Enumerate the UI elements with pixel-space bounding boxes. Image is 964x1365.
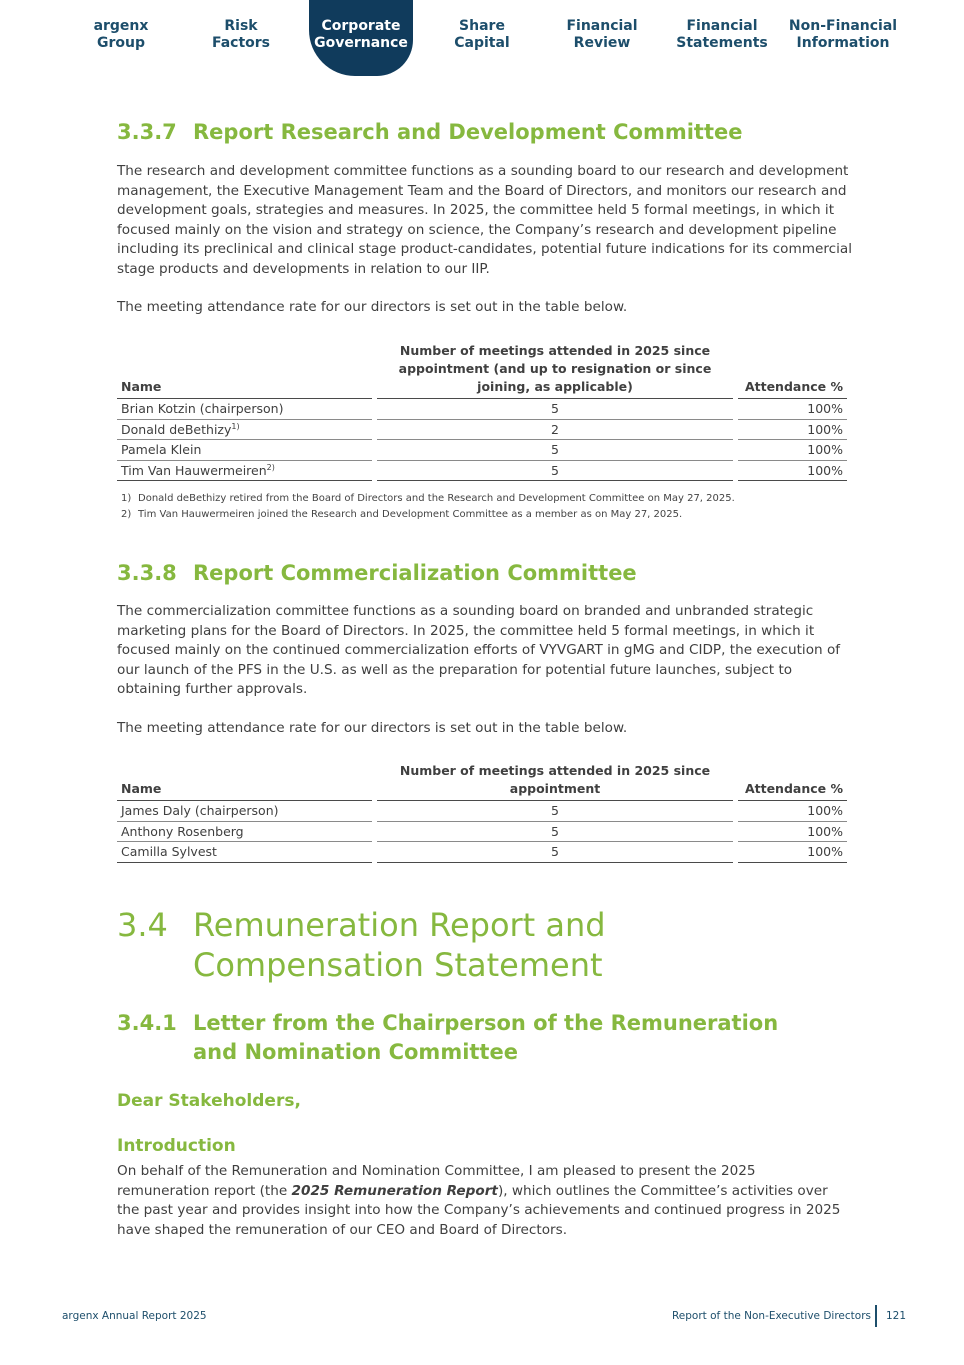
nav-tab-financial-review[interactable] bbox=[542, 0, 662, 60]
table-header-row bbox=[117, 342, 847, 399]
nav-tab-label: Financial bbox=[686, 18, 758, 34]
section-title: Report Research and Development Committee bbox=[193, 120, 743, 144]
footer-divider bbox=[875, 1305, 877, 1327]
cell-meetings: 5 bbox=[377, 822, 733, 843]
cell-name bbox=[117, 440, 372, 461]
nav-tab-label: Group bbox=[96, 35, 145, 51]
section-number: 3.3.8 bbox=[117, 561, 177, 585]
section-title: Remuneration Report and Compensation Statement bbox=[193, 906, 606, 984]
commercialization-committee-paragraph: The commercialization committee functions as a sounding board on branded and unbranded strategic marketing plans for the Board of Directors. In 2025, the committee held 5 formal meetings, in which it focused mainly on the continued commercialization efforts of VYVGART in gMG and CIDP, the execution of our launch of the PFS in the U.S. as well as the preparation for potential future launches, subject to obtaining further approvals. bbox=[117, 603, 841, 697]
rd-table-footnotes bbox=[121, 491, 735, 522]
nav-tab-label: Corporate bbox=[321, 18, 401, 34]
paragraph-text: ), which outlines the Committee’s activities over the past year and provides insight into how the Company’s achievements and continued progress in 2025 have shaped the remuneration of our CEO and Board of Directors. bbox=[117, 1182, 841, 1238]
footnote-mark: 1) bbox=[121, 493, 132, 504]
director-name: Donald deBethizy bbox=[121, 421, 232, 437]
table-header-row bbox=[117, 762, 847, 801]
cell-attendance: 100% bbox=[738, 842, 847, 863]
footnote-text: Tim Van Hauwermeiren joined the Research and Development Committee as a member as on May 27, 2025. bbox=[138, 508, 683, 520]
table-row bbox=[117, 399, 847, 420]
cell-attendance: 100% bbox=[738, 801, 847, 822]
footnote-mark: 2) bbox=[121, 508, 132, 520]
cell-meetings: 5 bbox=[377, 399, 733, 420]
section-heading-3-3-8 bbox=[117, 559, 637, 588]
page-footer bbox=[0, 1305, 964, 1329]
cell-name bbox=[117, 461, 372, 482]
commercialization-attendance-table bbox=[117, 762, 847, 863]
section-heading-3-4 bbox=[117, 905, 813, 985]
footer-report-title: argenx Annual Report 2025 bbox=[62, 1310, 207, 1322]
nav-tab-corporate-governance[interactable] bbox=[309, 0, 413, 76]
cell-name bbox=[117, 420, 372, 441]
column-header-meetings: Number of meetings attended in 2025 since appointment bbox=[377, 762, 733, 801]
remuneration-introduction-paragraph bbox=[117, 1162, 852, 1240]
section-heading-3-3-7 bbox=[117, 118, 743, 147]
cell-name: Camilla Sylvest bbox=[117, 842, 372, 863]
rd-attendance-intro: The meeting attendance rate for our directors is set out in the table below. bbox=[117, 299, 628, 315]
nav-tab-label: Capital bbox=[454, 35, 510, 51]
rd-committee-paragraph: The research and development committee functions as a sounding board to our research and development management, the Executive Management Team and the Board of Directors, and monitors our research and development goals, strategies and measures. In 2025, the committee held 5 formal meetings, in which it focused mainly on the vision and strategy on science, the Company’s research and development pipeline including its preclinical and clinical stage product-candidates, potential future indications for its commercial stage products and developments in relation to our IIP. bbox=[117, 163, 852, 277]
footnote-marker: 1) bbox=[231, 421, 240, 431]
commercialization-attendance-intro: The meeting attendance rate for our directors is set out in the table below. bbox=[117, 720, 628, 736]
nav-tab-non-financial-information[interactable] bbox=[783, 0, 903, 60]
top-navigation bbox=[0, 0, 964, 80]
introduction-heading: Introduction bbox=[117, 1136, 236, 1156]
section-number: 3.3.7 bbox=[117, 120, 177, 144]
table-row bbox=[117, 801, 847, 822]
table-row bbox=[117, 822, 847, 843]
nav-tab-label: Factors bbox=[211, 35, 271, 51]
cell-name bbox=[117, 399, 372, 420]
section-title: Letter from the Chairperson of the Remuneration and Nomination Committee bbox=[193, 1011, 779, 1064]
footnote-text: Donald deBethizy retired from the Board of Directors and the Research and Development Committee on May 27, 2025. bbox=[138, 493, 735, 504]
nav-tab-label: Financial bbox=[566, 18, 638, 34]
table-row bbox=[117, 842, 847, 863]
column-header-name: Name bbox=[117, 342, 372, 399]
page-number: 121 bbox=[886, 1310, 907, 1322]
nav-tab-label: Risk bbox=[224, 18, 258, 34]
cell-attendance: 100% bbox=[738, 822, 847, 843]
cell-name: Anthony Rosenberg bbox=[117, 822, 372, 843]
nav-tab-label: Statements bbox=[676, 35, 768, 51]
nav-tab-label: Information bbox=[796, 35, 890, 51]
rd-attendance-table bbox=[117, 342, 847, 481]
section-number: 3.4 bbox=[117, 906, 168, 944]
nav-tab-label: argenx bbox=[93, 18, 149, 34]
cell-meetings: 5 bbox=[377, 801, 733, 822]
nav-tab-label: Review bbox=[573, 35, 631, 51]
footnote bbox=[121, 491, 735, 507]
salutation: Dear Stakeholders, bbox=[117, 1091, 301, 1111]
director-name: Tim Van Hauwermeiren bbox=[121, 462, 267, 478]
nav-tab-label: Share bbox=[459, 18, 505, 34]
section-number: 3.4.1 bbox=[117, 1011, 177, 1035]
column-header-attendance: Attendance % bbox=[738, 762, 847, 801]
section-heading-3-4-1 bbox=[117, 1009, 813, 1067]
cell-attendance: 100% bbox=[738, 420, 847, 441]
cell-meetings: 5 bbox=[377, 440, 733, 461]
director-name: Pamela Klein bbox=[121, 442, 202, 457]
table-row bbox=[117, 440, 847, 461]
cell-attendance: 100% bbox=[738, 440, 847, 461]
director-name: Brian Kotzin (chairperson) bbox=[121, 401, 284, 416]
footer-section-title: Report of the Non-Executive Directors bbox=[671, 1310, 871, 1322]
defined-term: 2025 Remuneration Report bbox=[291, 1182, 498, 1199]
footnote-marker: 2) bbox=[266, 462, 275, 472]
paragraph-text: On behalf of the Remuneration and Nomination Committee, I am pleased to present the 2025 remuneration report (the bbox=[117, 1163, 756, 1199]
nav-tab-label: Non-Financial bbox=[788, 18, 898, 34]
cell-attendance: 100% bbox=[738, 399, 847, 420]
column-header-meetings: Number of meetings attended in 2025 since appointment (and up to resignation or since joining, as applicable) bbox=[377, 342, 733, 399]
column-header-name: Name bbox=[117, 762, 372, 801]
cell-meetings: 2 bbox=[377, 420, 733, 441]
nav-tab-label: Governance bbox=[314, 35, 408, 51]
cell-meetings: 5 bbox=[377, 842, 733, 863]
table-row bbox=[117, 420, 847, 441]
section-title: Report Commercialization Committee bbox=[193, 561, 637, 585]
cell-attendance: 100% bbox=[738, 461, 847, 482]
nav-tab-argenx-group[interactable] bbox=[61, 0, 181, 60]
nav-tab-financial-statements[interactable] bbox=[662, 0, 782, 60]
cell-meetings: 5 bbox=[377, 461, 733, 482]
column-header-attendance: Attendance % bbox=[738, 342, 847, 399]
table-row bbox=[117, 461, 847, 482]
nav-tab-risk-factors[interactable] bbox=[181, 0, 301, 60]
footnote bbox=[121, 507, 735, 523]
cell-name: James Daly (chairperson) bbox=[117, 801, 372, 822]
nav-tab-share-capital[interactable] bbox=[422, 0, 542, 60]
